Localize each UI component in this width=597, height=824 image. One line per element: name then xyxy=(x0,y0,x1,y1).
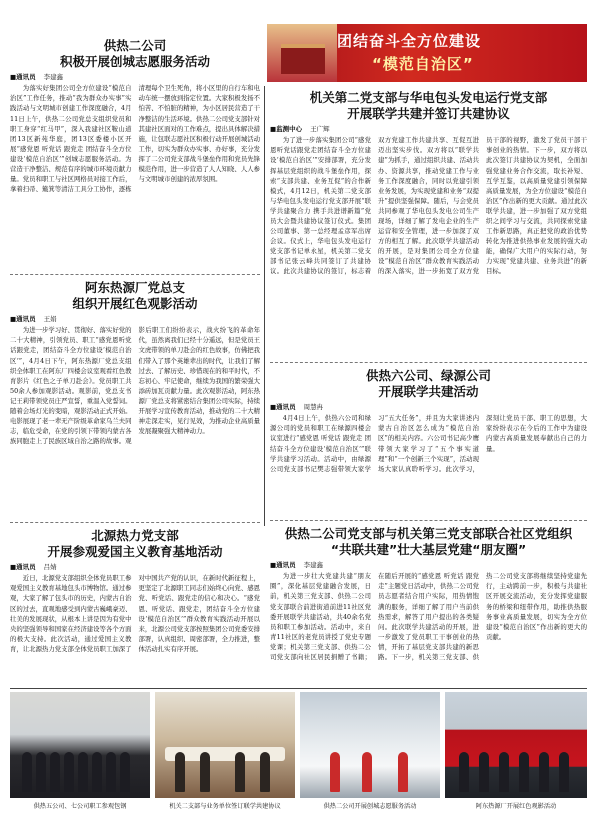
photo-red-film xyxy=(445,692,587,798)
article-body: 为进一步壮大党建共建“朋友圈”，深化基层党建融合发展，日前，机关第三党支部、供热二公司党支部联合前进街道前进11社区党委开展联学共建活动，共40余名党员和职工参加活动。活动中，来自青11社区的老党员讲授了党史专题党课；机关第三党支部、供热二公司党支部向社区居民捐赠了书籍；在随后开展的“感党恩 听党话 跟党走”主题党日活动中，供热二公司党员志愿者结合用户实际，用热情饱满的服务，详细了解了用户当前供热需求，解答了用户提出的各类疑问。此次联学共建活动的开展，进一步激发了党员职工干事创业的热情，开拓了基层党支部共建的新思路。下一步，机关第三党支部、供热二公司党支部将继续坚持党建先行，主动跨前一步，积极与共建社区开展交流活动，充分发挥党建服务的桥梁和纽带作用，助推供热服务事业高质量发展，切实为全方位建设“模范自治区”作出新的更大的贡献。 xyxy=(270,572,587,661)
photo-caption: 阿东热源厂开展红色观影活动 xyxy=(475,803,557,810)
photo-volunteer-cleaning xyxy=(300,692,440,798)
article-beiyuan-museum xyxy=(10,528,260,684)
article-joint-community xyxy=(270,526,587,684)
article-heating-6-lvyuan xyxy=(270,368,587,518)
divider xyxy=(10,274,260,275)
byline: ■监测中心 王广辉 xyxy=(270,125,330,134)
photo-banner-graphic xyxy=(453,736,579,746)
photo-caption: 供热二公司开展创城志愿服务活动 xyxy=(323,803,417,810)
banner-line-2: “模范自治区” xyxy=(372,55,474,73)
byline: ■通讯员 吕婧 xyxy=(10,563,57,572)
photo-row-divider xyxy=(10,688,587,689)
banner-building-image xyxy=(267,24,337,82)
article-office-2-huadian xyxy=(270,90,587,360)
photo-baogang-visit xyxy=(10,692,150,798)
article-title: 供热二公司 积极开展创城志愿服务活动 xyxy=(59,38,210,69)
article-body: 为落实好集团公司全方位建设“模范自治区”工作任务，推动“我为群众办实事”实践活动与文明城市创建工作深度融合，4月11日上午，供热二公司党总支组织党员和职工身穿“红马甲”，深入我建社区鞍山道团13区新苑华庭，团13区委楼小区开展“感党恩 听党话 跟党走 团结奋斗全方位建设‘模范自治区’”创城志愿服务活动。为营造干净整洁、规范有序的城市环境贡献力量。党员和职工与社区网格员对接工作后，拿着扫帚、簸箕等清洁工具分工协作，逐栋清理每个卫生死角，将小区里的自行车和电动车统一摆放到指定位置。大家积极发扬不怕苦、不怕脏的精神，为小区居民营造了干净整洁的生活环境。供热二公司党支部针对其建社区面对的工作难点，提出具体解决措施，让包联志愿社区积极行动开展创城活动工作，切实为群众办实事、办好事，充分发挥了二公司党支部战斗堡垒作用和党员先锋模范作用，进一步营造了人人知晓、人人参与文明城市创建的浓厚氛围。 xyxy=(10,84,260,194)
byline: ■通讯员 李建鑫 xyxy=(10,73,64,82)
article-adong-film xyxy=(10,280,260,520)
byline: ■通讯员 李建鑫 xyxy=(270,561,324,570)
divider xyxy=(270,520,587,521)
article-title: 供热二公司党支部与机关第三党支部联合社区党组织 “共联共建”壮大基层党建“朋友圈” xyxy=(284,526,573,557)
photo-joint-agreement xyxy=(155,692,295,798)
divider xyxy=(270,362,587,363)
article-title: 北源热力党支部 开展参观爱国主义教育基地活动 xyxy=(47,528,223,559)
article-body: 为了进一步落实集团公司“感党恩听党话跟党走团结奋斗全方位建设‘模范自治区’”安排部署，充分发挥基层党组织的战斗堡垒作用，探索“支部共建、业务互促”的合作新模式，4月12日，机关第二党支部与华电包头发电运行党支部开展“联学共建聚合力 携手共进谱新篇”党员大会暨共建协议签订仪式。集团公司董事、第一总经理孟彦军出席会议。仪式上，华电包头发电运行党支部书记单永星，机关第二党支部书记张云峰共同签订了共建协议。此次共建协议的签订，标志着双方党建工作共建共享、互促互进迈出坚实步伐。双方将以“联学共建”为抓手，通过组织共建、活动共办、资源共享，推动党建工作与业务工作深度融合，同时以党建引领业务发展，为实现党建和业务“双提升”提供坚强保障。随后，与会党员共同参观了华电包头发电公司生产现场，详细了解了发电企业的生产运营和安全管理，进一步加深了双方的相互了解。此次联学共建活动的开展，是对集团公司全方位建设“模范自治区”群众教育实践活动的深入落实，进一步拓宽了双方党员干部的视野，激发了党员干部干事创业的热情。下一步，双方将以此次签订共建协议为契机，全面加强党建业务合作交流，取长补短、互学互鉴，以高质量党建引领保障高质量发展，为全方位建设“模范自治区”作出新的更大贡献。通过此次联学共建，进一步加强了双方党组织之间学习与交流，共同探索党建工作新思路，真正把党的政治优势转化为推进供热事业发展的强大动能，确保广大用户的实际行动，努力实现“党建共建、业务共进”的新目标。 xyxy=(270,136,587,276)
divider xyxy=(10,522,260,523)
article-body: 4月4日上午，供热六公司和绿源公司的党员和职工在绿源四楼会议室进行“感党恩 听党话 跟党走 团结奋斗全方位建设‘模范自治区’”联学共建学习活动。活动中，由绿源公司党支部书记樊志强带领大家学习“五大任务”，并且为大家讲述内蒙古自治区怎么成为“模范自治区”的相关内容。六公司书记高少鹰带领大家学习了“五个事实道理”和“一个创新三个实现”，活动现场大家认真聆听学习。此次学习，深刻让党员干部、职工的思想，大家纷纷表示在今后的工作中为建设内蒙古高质量发展奉献出自己的力量。 xyxy=(270,414,587,473)
banner-line-1: 团结奋斗全方位建设 xyxy=(337,32,482,50)
article-title: 供热六公司、绿源公司 开展联学共建活动 xyxy=(365,368,491,399)
newspaper-page xyxy=(10,24,587,814)
article-body: 近日，北源党支部组织全体党员职工参观爱国主义教育基地包头市博物馆。通过参观，大家了解了包头市的历史，内蒙古自治区的过去，直观地感受到内蒙古巍峨豪迈、壮美的发展现状，从根本上讲是因为有党中央的坚强领导和国家在经济建设等各个方面的极大支持。此次活动，通过爱国主义教育，让北源热力党支部全体党员职工加深了对中国共产党的认识，在新时代新征程上，更坚定了北源职工同志们始终心向党、感恩党、听党话、跟党走的信心和决心。“感党恩、听党话、跟党走，团结奋斗全方位建设‘模范自治区’”群众教育实践活动开展以来，北源公司党支部按照集团公司党委安排部署，认真组织、周密部署，全力推进，整体活动扎实有序开展。 xyxy=(10,574,260,653)
article-heating-2-volunteer xyxy=(10,38,260,272)
article-title: 机关第二党支部与华电包头发电运行党支部 开展联学共建并签订共建协议 xyxy=(309,90,548,121)
byline: ■通讯员 王娟 xyxy=(10,315,57,324)
photo-caption: 供热五公司、七公司职工参观包钢 xyxy=(33,803,127,810)
column-divider xyxy=(264,86,265,526)
article-body: 为进一步学习好、贯彻好、落实好党的二十大精神，引领党员、职工“感党恩听党话跟党走，团结奋斗全方位建设‘模范自治区’”，4月4日下午，阿东热源厂党总支组织全体职工在阿东厂四楼会议室观看红色教育影片《红色之子单刀赴会》。党员职工共50余人参加观影活动。观影前，党总支书记王莉带领党员庄严宣誓，重温入党誓词。随着会场灯光的变暗，观影活动正式开始。电影展现了老一辈无产阶级革命家乌兰夫同志，临危受命，在党的引领下带领内蒙古各族同胞走上了民族区域自治之路的故事。观影后职工们纷纷表示，战火纷飞的革命年代，虽然离我们已经十分遥远，但是党员王文虎带领的单刀赴会的红色故事，仿佛把我们带入了那个英雄辈出的时代，让我们了解过去、了解历史、珍惜现在的和平时代，不忘初心、牢记使命，继续为我国的繁荣强大添砖加瓦贡献力量。此次观影活动，阿东热源厂党总支将紧密结合集团公司实际，持续开展学习宣传教育活动，推动党的二十大精神走深走实，见行见效，为推动企业高质量发展凝聚强大精神动力。 xyxy=(10,326,260,446)
article-title: 阿东热源厂党总支 组织开展红色观影活动 xyxy=(72,280,198,311)
byline: ■通讯员 周慧冉 xyxy=(270,403,324,412)
theme-banner xyxy=(267,24,587,82)
photo-caption: 机关二支部与业务单位签订联学共建协议 xyxy=(169,803,281,810)
